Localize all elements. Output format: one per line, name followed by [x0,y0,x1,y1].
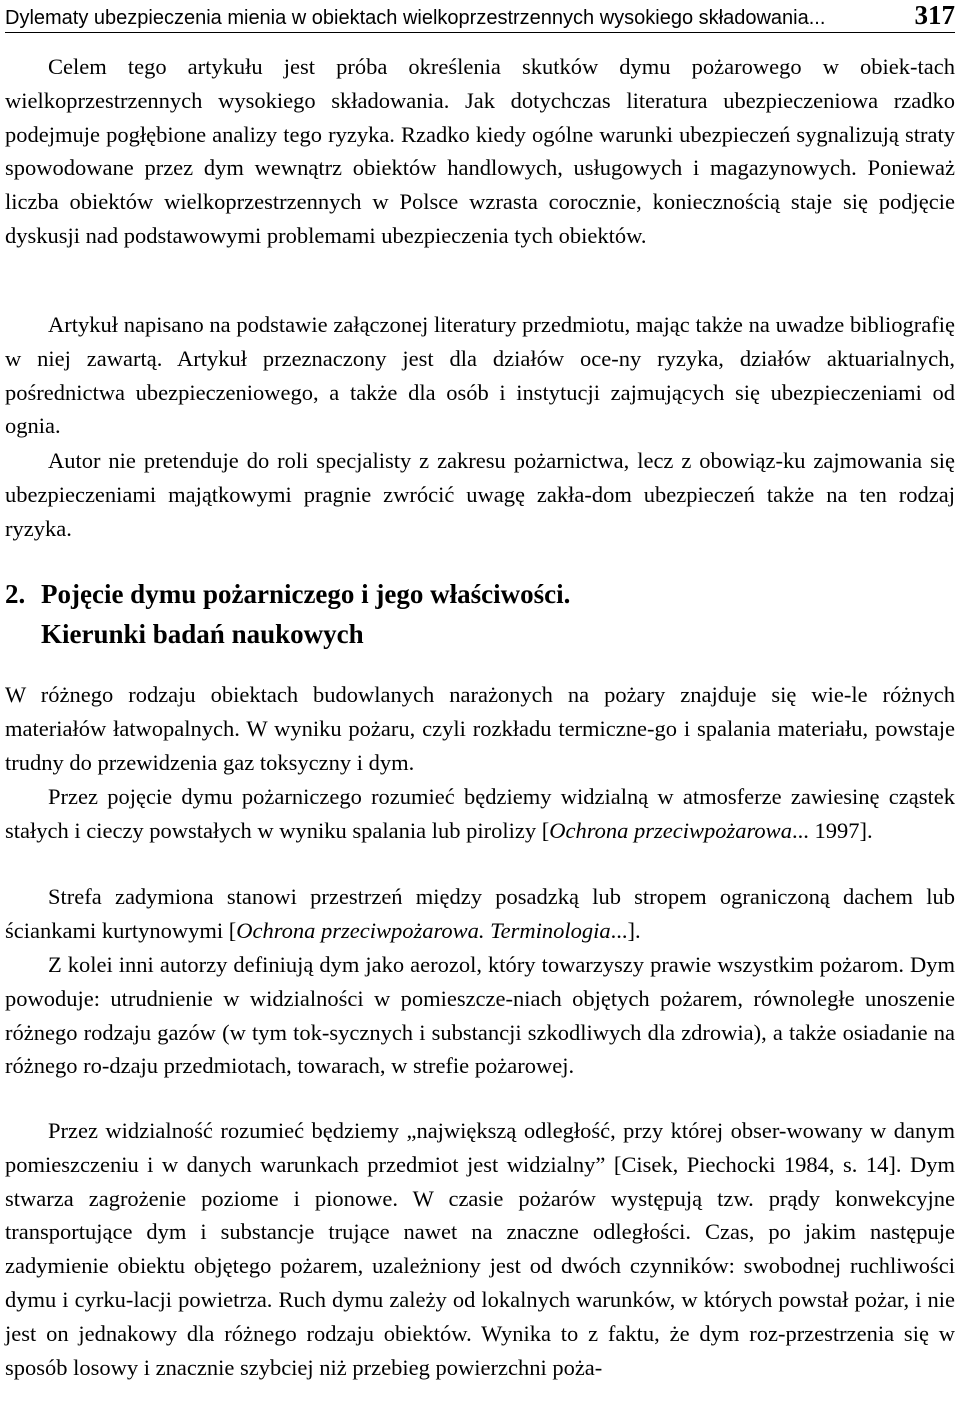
intro-paragraph-1: Celem tego artykułu jest próba określenia skutków dymu pożarowego w obiek-tach wielkoprzestrzennych wysokiego składowania. Jak dotychczas literatura ubezpieczeniowa rzadko podejmuje pogłębione analizy tego ryzyka. Rzadko kiedy ogólne warunki ubezpieczeń sygnalizują straty spowodowane przez dym wewnątrz obiektów handlowych, usługowych i magazynowych. Ponieważ liczba obiektów wielkoprzestrzennych w Polsce wzrasta corocznie, koniecznością staje się podjęcie dyskusji nad podstawowymi problemami ubezpieczenia tych obiektów. [5,54,955,248]
body-paragraph-4: Z kolei inni autorzy definiują dym jako aerozol, który towarzyszy prawie wszystkim pożarom. Dym powoduje: utrudnienie w widzialności w pomieszcze-niach objętych pożarem, równoległe unoszenie różnego rodzaju gazów (w tym tok-sycznych i substancji szkodliwych dla zdrowia), a także osiadanie na różnego ro-dzaju przedmiotach, towarach, w strefie pożarowej. [5,952,955,1079]
running-header [5,0,955,33]
citation-title: Ochrona przeciwpożarowa [549,817,792,843]
citation-rest: ... 1997]. [791,817,873,843]
section-title-line-1: Pojęcie dymu pożarniczego i jego właściwości. [41,579,571,609]
page-number: 317 [914,0,955,30]
running-title: Dylematy ubezpieczenia mienia w obiektach wielkoprzestrzennych wysokiego składowania... [5,7,826,29]
section-heading [5,574,955,654]
citation-rest: ...]. [610,917,641,943]
body-paragraph-3-text: Strefa zadymiona stanowi przestrzeń między posadzką lub stropem ograniczoną dachem lub ściankami kurtynowymi [ [5,884,955,943]
section-title-line-2: Kierunki badań naukowych [41,619,364,649]
body-paragraph-1: W różnego rodzaju obiektach budowlanych narażonych na pożary znajduje się wie-le różnych materiałów łatwopalnych. W wyniku pożaru, czyli rozkładu termiczne-go i spalania materiału, powstaje trudny do przewidzenia gaz toksyczny i dym. [5,682,955,775]
body-paragraph-5: Przez widzialność rozumieć będziemy „największą odległość, przy której obser-wowany w danym pomieszczeniu i w danych warunkach przedmiot jest widzialny” [Cisek, Piechocki 1984, s. 14]. Dym stwarza zagrożenie poziome i pionowe. W czasie pożarów występują tzw. prądy konwekcyjne transportujące dym i substancje trujące nawet na znaczne odległości. Czas, po jakim następuje zadymienie obiektu objętego pożarem, uzależniony jest od dwóch czynników: swobodnej ruchliwości dymu i cyrku-lacji powietrza. Ruch dymu zależy od lokalnych warunków, w których powstał pożar, i nie jest on jednakowy dla różnego rodzaju obiektów. Wynika to z faktu, że dym roz-przestrzenia się w sposób losowy i znacznie szybciej niż przebieg powierzchni poża- [5,1118,955,1380]
section-number: 2. [5,579,26,609]
citation-title: Ochrona przeciwpożarowa. Terminologia [236,917,611,943]
body-paragraph-3 [5,880,955,948]
body-paragraph-2-text: Przez pojęcie dymu pożarniczego rozumieć będziemy widzialną w atmosferze zawiesinę cząstek stałych i cieczy powstałych w wyniku spalania lub pirolizy [ [5,784,955,843]
intro-paragraph-2: Artykuł napisano na podstawie załączonej literatury przedmiotu, mając także na uwadze bibliografię w niej zawartą. Artykuł przeznaczony jest dla działów oce-ny ryzyka, działów aktuarialnych, pośrednictwa ubezpieczeniowego, a także dla osób i instytucji zajmujących się ubezpieczeniami od ognia. [5,312,955,439]
body-paragraph-2 [5,780,955,848]
intro-paragraph-3: Autor nie pretenduje do roli specjalisty z zakresu pożarnictwa, lecz z obowiąz-ku zajmowania się ubezpieczeniami majątkowymi pragnie zwrócić uwagę zakła-dom ubezpieczeń także na ten rodzaj ryzyka. [5,448,955,541]
